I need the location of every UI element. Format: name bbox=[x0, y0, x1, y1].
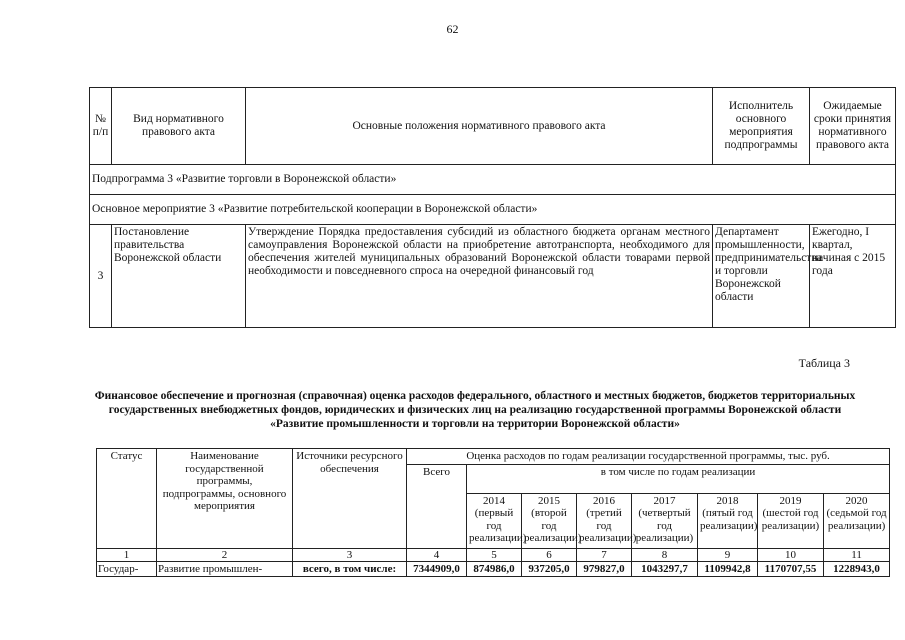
header-executor: Исполнитель основного мероприятия подпрограммы bbox=[713, 88, 810, 165]
col-index: 10 bbox=[758, 548, 824, 562]
row-act-type: Постановление правительства Воронежской области bbox=[112, 225, 246, 328]
row-dates: Ежегодно, I квартал, начиная с 2015 года bbox=[810, 225, 896, 328]
col-index: 8 bbox=[632, 548, 698, 562]
page-number: 62 bbox=[446, 22, 459, 36]
header-total: Всего bbox=[407, 464, 467, 548]
header-row-1 bbox=[97, 449, 890, 465]
value-2020: 1228943,0 bbox=[824, 562, 890, 577]
year-2018: 2018 (пятый год реализации) bbox=[698, 493, 758, 548]
value-2015: 937205,0 bbox=[522, 562, 577, 577]
row-name: Развитие промышлен- bbox=[157, 562, 293, 577]
value-2019: 1170707,55 bbox=[758, 562, 824, 577]
col-index: 9 bbox=[698, 548, 758, 562]
year-2017: 2017 (четвертый год реализации) bbox=[632, 493, 698, 548]
row-status: Государ- bbox=[97, 562, 157, 577]
value-total: 7344909,0 bbox=[407, 562, 467, 577]
normative-acts-table bbox=[89, 87, 896, 328]
col-index: 3 bbox=[293, 548, 407, 562]
subprogram-title: Подпрограмма 3 «Развитие торговли в Воронежской области» bbox=[90, 165, 896, 195]
year-2014: 2014 (первый год реализации) bbox=[467, 493, 522, 548]
financing-table bbox=[96, 448, 890, 577]
col-index: 1 bbox=[97, 548, 157, 562]
year-2019: 2019 (шестой год реализации) bbox=[758, 493, 824, 548]
table-row bbox=[97, 562, 890, 577]
year-2020: 2020 (седьмой год реализации) bbox=[824, 493, 890, 548]
main-event-row bbox=[90, 195, 896, 225]
subprogram-row bbox=[90, 165, 896, 195]
header-status: Статус bbox=[97, 449, 157, 549]
table-label: Таблица 3 bbox=[798, 356, 850, 370]
col-index: 5 bbox=[467, 548, 522, 562]
column-index-row bbox=[97, 548, 890, 562]
main-event-title: Основное мероприятие 3 «Развитие потребительской кооперации в Воронежской области» bbox=[90, 195, 896, 225]
row-provisions: Утверждение Порядка предоставления субсидий из областного бюджета органам местного самоуправления Воронежской области на приобретение автотранспорта, необходимого для обеспечения жителей муниципальных образований Воронежской области товарами первой необходимости и повседневного спроса на очередной финансовый год bbox=[246, 225, 713, 328]
value-2017: 1043297,7 bbox=[632, 562, 698, 577]
table-title: Финансовое обеспечение и прогнозная (справочная) оценка расходов федерального, областного и местных бюджетов, бюджетов территориальных государственных внебюджетных фондов, юридических и физических лиц на реализацию государственной программы Воронежской области «Развитие промышленности и торговли на территории Воронежской области» bbox=[94, 390, 856, 430]
year-2016: 2016 (третий год реализации) bbox=[577, 493, 632, 548]
header-num: № п/п bbox=[90, 88, 112, 165]
col-index: 6 bbox=[522, 548, 577, 562]
table-row bbox=[90, 225, 896, 328]
table-header-row bbox=[90, 88, 896, 165]
value-2014: 874986,0 bbox=[467, 562, 522, 577]
header-provisions: Основные положения нормативного правового акта bbox=[246, 88, 713, 165]
row-executor: Департамент промышленности, предпринимательства и торговли Воронежской области bbox=[713, 225, 810, 328]
row-source: всего, в том числе: bbox=[293, 562, 407, 577]
header-act-type: Вид нормативного правового акта bbox=[112, 88, 246, 165]
col-index: 11 bbox=[824, 548, 890, 562]
col-index: 7 bbox=[577, 548, 632, 562]
col-index: 2 bbox=[157, 548, 293, 562]
value-2018: 1109942,8 bbox=[698, 562, 758, 577]
header-name: Наименование государственной программы, подпрограммы, основного мероприятия bbox=[157, 449, 293, 549]
header-by-years: в том числе по годам реализации bbox=[467, 464, 890, 493]
value-2016: 979827,0 bbox=[577, 562, 632, 577]
header-sources: Источники ресурсного обеспечения bbox=[293, 449, 407, 549]
year-2015: 2015 (второй год реализации) bbox=[522, 493, 577, 548]
col-index: 4 bbox=[407, 548, 467, 562]
header-estimate: Оценка расходов по годам реализации государственной программы, тыс. руб. bbox=[407, 449, 890, 465]
header-dates: Ожидаемые сроки принятия нормативного правового акта bbox=[810, 88, 896, 165]
row-number: 3 bbox=[90, 225, 112, 328]
